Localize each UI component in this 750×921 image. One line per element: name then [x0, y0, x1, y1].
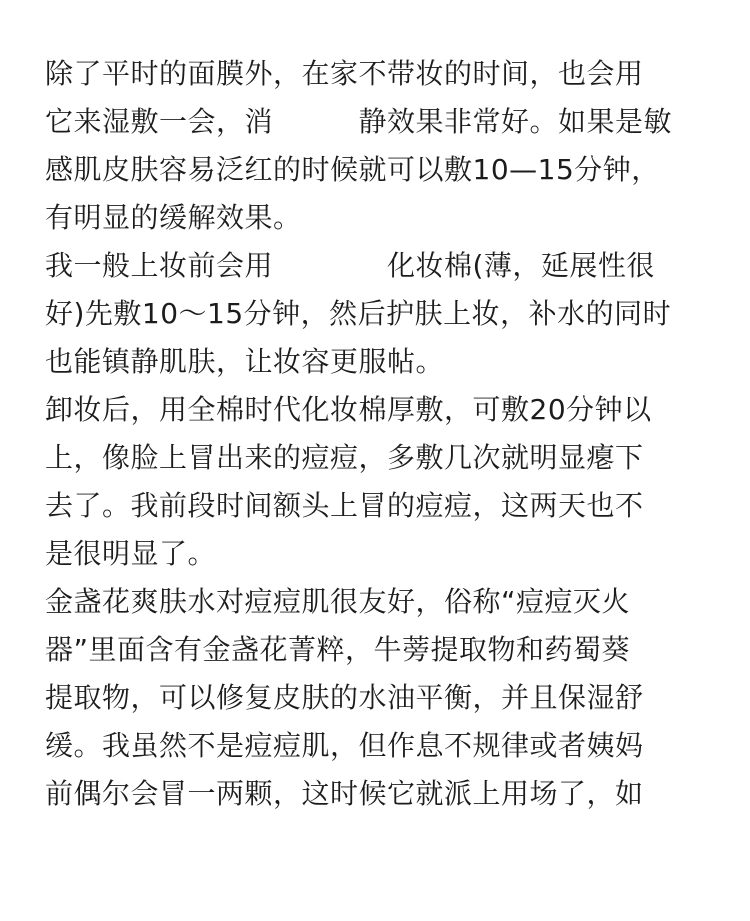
text-line: 去了。我前段时间额头上冒的痘痘，这两天也不 — [45, 489, 644, 522]
text-line: 上，像脸上冒出来的痘痘，多敷几次就明显瘪下 — [45, 441, 644, 474]
text-line: 卸妆后，用全棉时代化妆棉厚敷，可敷20分钟以 — [45, 393, 652, 426]
text-line: 我一般上妆前会用 化妆棉(薄，延展性很 — [45, 249, 655, 282]
text-line: 也能镇静肌肤，让妆容更服帖。 — [45, 345, 445, 378]
text-line: 好)先敷10～15分钟，然后护肤上妆，补水的同时 — [45, 297, 672, 330]
text-line: 感肌皮肤容易泛红的时候就可以敷10—15分钟， — [45, 153, 660, 186]
text-line: 缓。我虽然不是痘痘肌，但作息不规律或者姨妈 — [45, 729, 644, 762]
text-line: 它来湿敷一会，消 静效果非常好。如果是敏 — [45, 105, 673, 138]
text-line: 金盏花爽肤水对痘痘肌很友好，俗称“痘痘灭火 — [45, 585, 631, 618]
text-line: 除了平时的面膜外，在家不带妆的时间，也会用 — [45, 57, 644, 90]
text-line: 提取物，可以修复皮肤的水油平衡，并且保湿舒 — [45, 681, 644, 714]
text-line: 器”里面含有金盏花菁粹，牛蒡提取物和药蜀葵 — [45, 633, 631, 666]
text-line: 是很明显了。 — [45, 537, 217, 570]
article-body — [45, 50, 725, 818]
text-line: 有明显的缓解效果。 — [45, 201, 302, 234]
text-line: 前偶尔会冒一两颗，这时候它就派上用场了，如 — [45, 777, 644, 810]
